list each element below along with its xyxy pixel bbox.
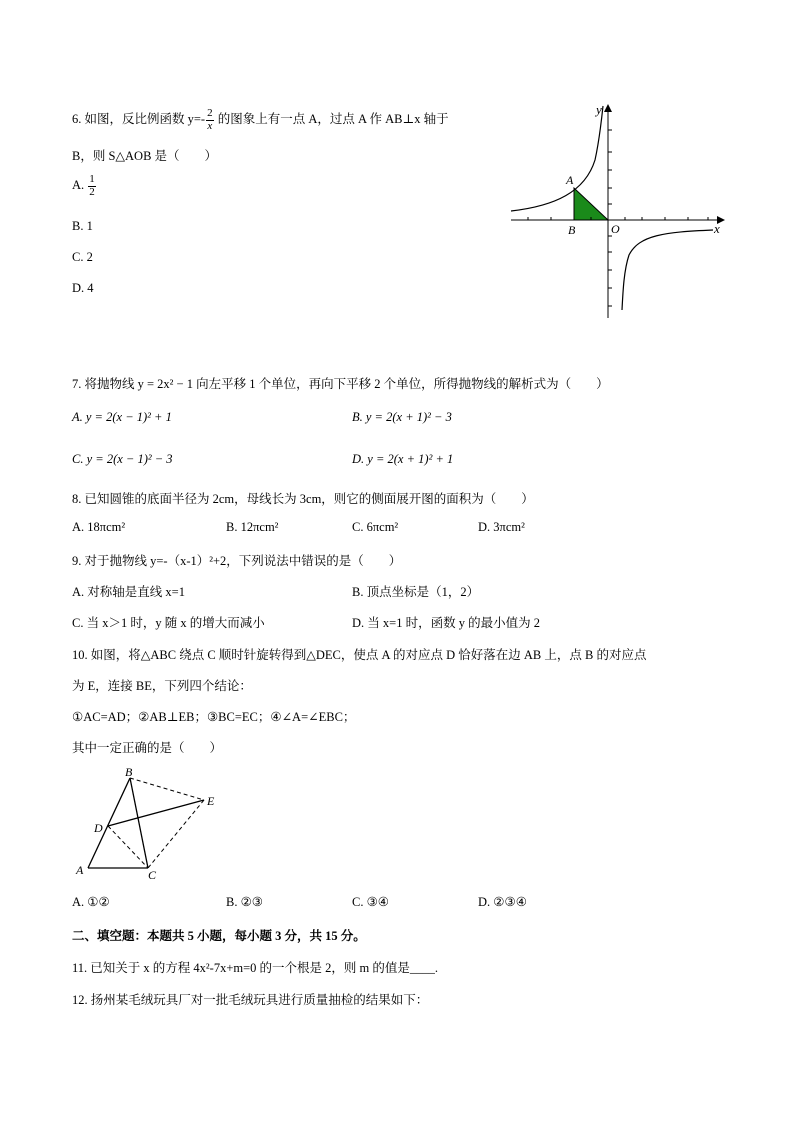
q10-stem-line4: 其中一定正确的是（ ） <box>72 741 223 755</box>
q6-frac-num: 2 <box>207 107 213 119</box>
q7-option-d: D. y = 2(x + 1)² + 1 <box>352 452 454 466</box>
q8-option-a: A. 18πcm² <box>72 520 126 534</box>
q10-option-d: D. ②③④ <box>478 895 527 909</box>
q10-option-b: B. ②③ <box>226 895 263 909</box>
q6-option-a-fraction <box>88 174 96 198</box>
q6-fraction <box>206 108 214 132</box>
q10-segment-de <box>108 800 204 826</box>
q7-option-c: C. y = 2(x − 1)² − 3 <box>72 452 173 466</box>
q8-option-d: D. 3πcm² <box>478 520 525 534</box>
q8-option-b: B. 12πcm² <box>226 520 279 534</box>
q6-option-d: D. 4 <box>72 281 94 295</box>
q6-stem-line1 <box>72 108 449 132</box>
q6-hyperbola-branch-left <box>511 106 603 211</box>
q7-option-b: B. y = 2(x + 1)² − 3 <box>352 410 452 424</box>
q10-stem-line3: ①AC=AD；②AB⊥EB；③BC=EC；④∠A=∠EBC； <box>72 710 356 724</box>
q6-option-a-den: 2 <box>89 185 95 198</box>
q10-rotation-figure <box>72 762 232 882</box>
q9-stem: 9. 对于抛物线 y=-（x-1）²+2，下列说法中错误的是（ ） <box>72 554 402 568</box>
q10-label-c: C <box>148 868 157 882</box>
q8-stem: 8. 已知圆锥的底面半径为 2cm，母线长为 3cm，则它的侧面展开图的面积为（ ） <box>72 492 534 506</box>
q9-option-d: D. 当 x=1 时，函数 y 的最小值为 2 <box>352 616 540 630</box>
q12-stem: 12. 扬州某毛绒玩具厂对一批毛绒玩具进行质量抽检的结果如下： <box>72 993 429 1007</box>
q8-option-c: C. 6πcm² <box>352 520 399 534</box>
q10-label-b: B <box>125 765 133 779</box>
q10-dashed-lines <box>108 778 204 868</box>
q6-stem-a: 6. 如图，反比例函数 y=- <box>72 111 206 126</box>
q10-stem-line1: 10. 如图，将△ABC 绕点 C 顺时针旋转得到△DEC，使点 A 的对应点 D 恰好落在边 AB 上，点 B 的对应点 <box>72 648 647 662</box>
q10-label-a: A <box>76 863 84 877</box>
q6-hyperbola-branch-right <box>622 230 713 310</box>
q10-segment-bc <box>130 778 148 868</box>
q6-y-ticks <box>608 130 612 306</box>
q10-option-a: A. ①② <box>72 895 110 909</box>
q10-label-e: E <box>207 794 215 808</box>
q9-option-c: C. 当 x＞1 时，y 随 x 的增大而减小 <box>72 616 265 630</box>
q6-stem-line2: B，则 S△AOB 是（ ） <box>72 149 218 163</box>
q10-label-d: D <box>94 821 103 835</box>
q6-hyperbola-graph <box>505 100 730 322</box>
q10-stem-line2: 为 E，连接 BE，下列四个结论： <box>72 679 252 693</box>
q6-option-c: C. 2 <box>72 250 93 264</box>
q6-y-arrow <box>604 104 612 112</box>
q6-stem-b: 的图象上有一点 A，过点 A 作 AB⊥x 轴于 <box>214 111 449 126</box>
q6-frac-den: x <box>207 119 213 132</box>
q10-option-c: C. ③④ <box>352 895 389 909</box>
q6-label-y: y <box>596 102 602 117</box>
q6-label-x: x <box>714 221 720 236</box>
q9-option-a: A. 对称轴是直线 x=1 <box>72 585 185 599</box>
q6-label-a: A <box>566 173 574 187</box>
q7-stem: 7. 将抛物线 y = 2x² − 1 向左平移 1 个单位，再向下平移 2 个单位，所得抛物线的解析式为（ ） <box>72 377 609 391</box>
q9-option-b: B. 顶点坐标是（1，2） <box>352 585 480 599</box>
q7-option-a: A. y = 2(x − 1)² + 1 <box>72 410 172 424</box>
q6-option-a-label: A. <box>72 177 85 192</box>
q11-stem: 11. 已知关于 x 的方程 4x²-7x+m=0 的一个根是 2，则 m 的值是____. <box>72 961 438 975</box>
q6-option-a <box>72 174 97 198</box>
q6-option-b: B. 1 <box>72 219 93 233</box>
section-2-heading: 二、填空题：本题共 5 小题，每小题 3 分，共 15 分。 <box>72 929 366 943</box>
q6-option-a-num: 1 <box>89 173 95 185</box>
q6-triangle-aob <box>574 188 608 220</box>
q6-label-o: O <box>611 222 620 236</box>
q6-label-b: B <box>568 223 576 237</box>
